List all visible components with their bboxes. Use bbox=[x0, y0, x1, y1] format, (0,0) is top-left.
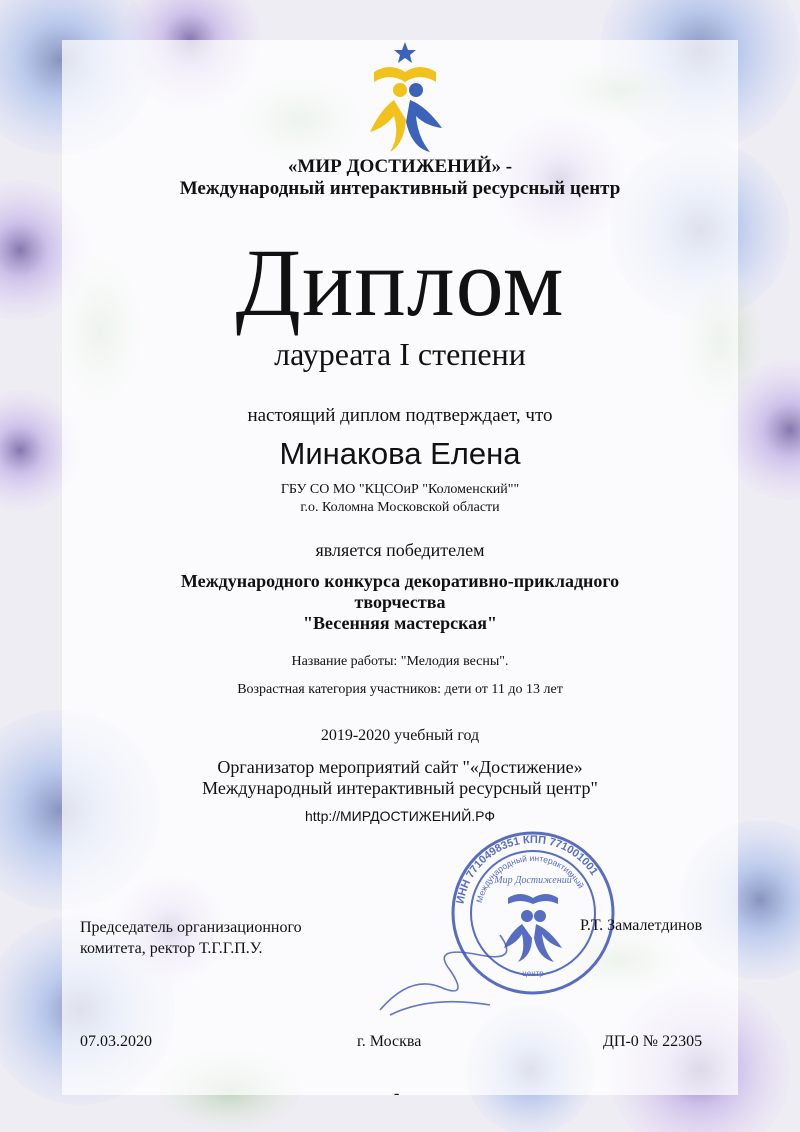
signer-title bbox=[80, 917, 302, 959]
diploma-title: Диплом bbox=[235, 229, 565, 336]
issue-city: г. Москва bbox=[357, 1033, 422, 1050]
stamp-inner-text: Международный интерактивный bbox=[474, 852, 587, 904]
winner-text: является победителем bbox=[315, 540, 485, 560]
contest-line-1: Международного конкурса декоративно-прикладного bbox=[180, 571, 620, 591]
school-year: 2019-2020 учебный год bbox=[320, 727, 480, 744]
confirm-text: настоящий диплом подтверждает, что bbox=[247, 405, 553, 426]
diploma-subtitle: лауреата I степени bbox=[274, 336, 526, 372]
recipient-name: Минакова Елена bbox=[279, 436, 521, 471]
organizer-line-1: Организатор мероприятий сайт "«Достижение» bbox=[217, 757, 583, 777]
contest-line-3: "Весенняя мастерская" bbox=[303, 613, 497, 633]
stamp-icon bbox=[448, 828, 618, 998]
bottom-dash: - bbox=[394, 1085, 400, 1102]
stamp-bottom-text: центр bbox=[522, 969, 544, 978]
institution-line-1: ГБУ СО МО "КЦСОиР "Коломенский"" bbox=[280, 482, 520, 497]
age-category: Возрастная категория участников: дети от 11 до 13 лет bbox=[237, 682, 563, 697]
issue-date: 07.03.2020 bbox=[80, 1033, 152, 1050]
signer-title-line-2: комитета, ректор Т.Г.Г.П.У. bbox=[80, 940, 263, 957]
work-name: Название работы: "Мелодия весны". bbox=[291, 654, 509, 669]
org-subtitle: Международный интерактивный ресурсный центр bbox=[179, 178, 621, 199]
stamp-outer-text: ИНН 7710498351 КПП 771001001 bbox=[454, 833, 600, 905]
signer-title-line-1: Председатель организационного bbox=[80, 919, 302, 936]
logo-icon bbox=[360, 40, 450, 158]
signer-name: Р.Т. Замалетдинов bbox=[580, 917, 703, 934]
institution-line-2: г.о. Коломна Московской области bbox=[300, 500, 500, 515]
contest-line-2: творчества bbox=[354, 592, 446, 612]
stamp-center-text: Мир Достижений bbox=[494, 875, 572, 886]
website-link[interactable]: http://МИРДОСТИЖЕНИЙ.РФ bbox=[305, 808, 495, 824]
org-name: «МИР ДОСТИЖЕНИЙ» - bbox=[287, 156, 513, 177]
organizer-line-2: Международный интерактивный ресурсный центр" bbox=[202, 778, 598, 798]
document-number: ДП-0 № 22305 bbox=[603, 1033, 703, 1050]
